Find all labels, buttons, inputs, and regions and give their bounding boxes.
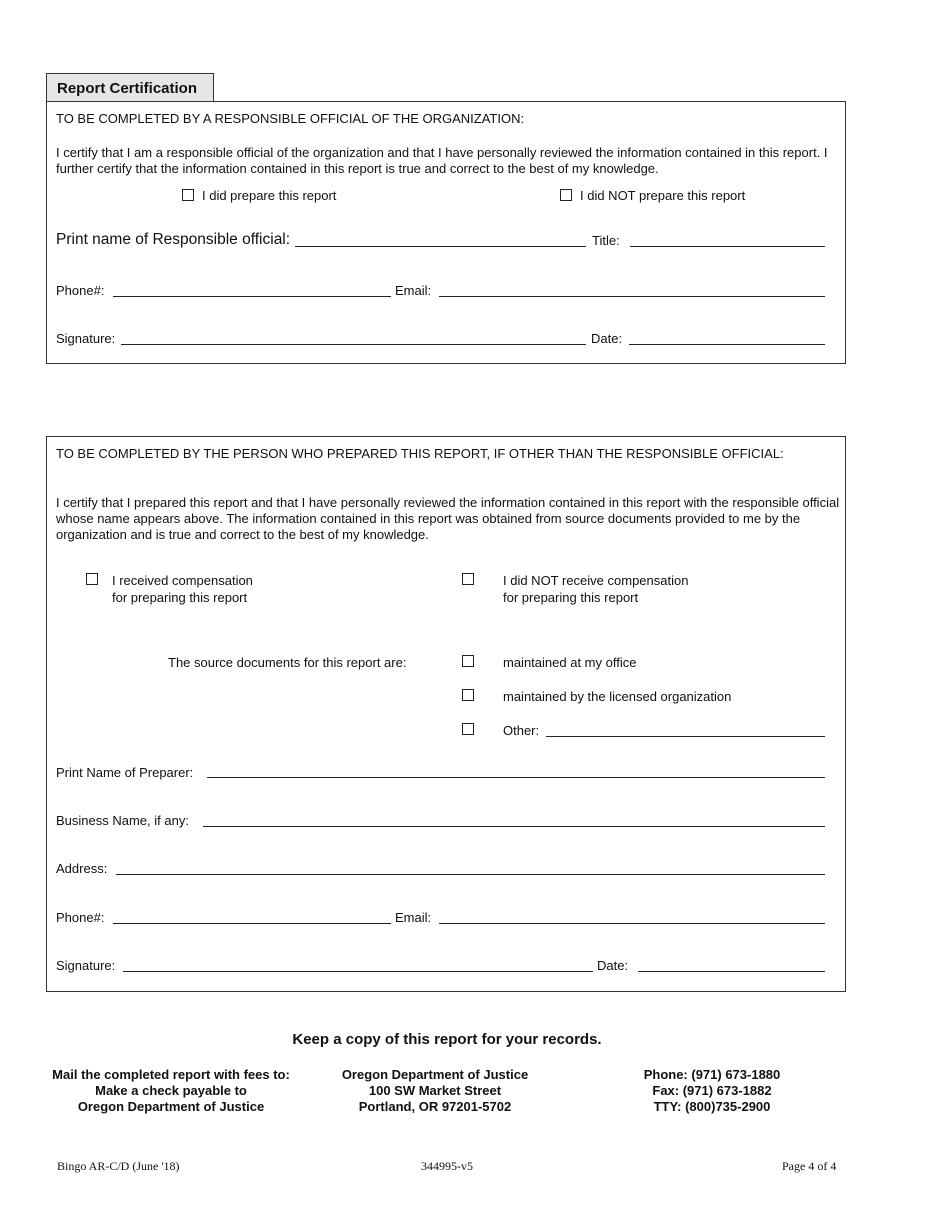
not-received-compensation-label-line2: for preparing this report: [503, 590, 639, 605]
document-number: 344995-v5: [421, 1159, 473, 1173]
official-section-heading: TO BE COMPLETED BY A RESPONSIBLE OFFICIAL OF THE ORGANIZATION:: [56, 111, 525, 126]
received-compensation-label-line1: I received compensation: [112, 573, 253, 588]
form-identifier: Bingo AR-C/D (June '18): [57, 1159, 180, 1173]
official-title-label: Title:: [592, 233, 620, 248]
preparer-section-heading: TO BE COMPLETED BY THE PERSON WHO PREPARED THIS REPORT, IF OTHER THAN THE RESPONSIBLE OFFICIAL:: [56, 446, 784, 461]
source-licensed-org-label: maintained by the licensed organization: [503, 689, 732, 704]
did-not-prepare-checkbox[interactable]: [560, 189, 572, 201]
preparer-date-label: Date:: [597, 958, 629, 973]
preparer-phone-label: Phone#:: [56, 910, 105, 925]
official-email-field[interactable]: [439, 296, 825, 297]
source-other-label: Other:: [503, 723, 540, 738]
mailing-address-line1: Oregon Department of Justice: [341, 1067, 529, 1082]
not-received-compensation-checkbox[interactable]: [462, 573, 474, 585]
contact-tty: TTY: (800)735-2900: [653, 1099, 771, 1114]
received-compensation-checkbox[interactable]: [86, 573, 98, 585]
preparer-signature-label: Signature:: [56, 958, 116, 973]
preparer-signature-field[interactable]: [123, 971, 593, 972]
preparer-print-name-field[interactable]: [207, 777, 825, 778]
preparer-phone-field[interactable]: [113, 923, 391, 924]
official-phone-field[interactable]: [113, 296, 391, 297]
official-title-field[interactable]: [630, 246, 825, 247]
mail-instructions-line1: Mail the completed report with fees to:: [52, 1067, 290, 1082]
official-phone-label: Phone#:: [56, 283, 105, 298]
did-prepare-checkbox[interactable]: [182, 189, 194, 201]
keep-copy-notice: Keep a copy of this report for your records.: [292, 1031, 602, 1048]
contact-fax: Fax: (971) 673-1882: [652, 1083, 772, 1098]
section-tab-report-certification: Report Certification: [46, 73, 214, 101]
preparer-address-label: Address:: [56, 861, 108, 876]
contact-phone: Phone: (971) 673-1880: [643, 1067, 781, 1082]
official-signature-label: Signature:: [56, 331, 116, 346]
preparer-date-field[interactable]: [638, 971, 825, 972]
official-date-field[interactable]: [629, 344, 825, 345]
business-name-field[interactable]: [203, 826, 825, 827]
source-documents-label: The source documents for this report are:: [168, 655, 407, 670]
official-email-label: Email:: [395, 283, 432, 298]
did-prepare-label: I did prepare this report: [202, 188, 337, 203]
preparer-address-field[interactable]: [116, 874, 825, 875]
source-office-label: maintained at my office: [503, 655, 637, 670]
preparer-email-label: Email:: [395, 910, 432, 925]
source-other-field[interactable]: [546, 736, 825, 737]
received-compensation-label-line2: for preparing this report: [112, 590, 248, 605]
preparer-certification-text: I certify that I prepared this report and that I have personally reviewed the information contained in this report with the responsible official whose name appears above. The information contained in this report was obtained from source documents provided to me by the organization and is true and correct to the best of my knowledge.: [56, 495, 840, 542]
source-office-checkbox[interactable]: [462, 655, 474, 667]
official-date-label: Date:: [591, 331, 623, 346]
not-received-compensation-label-line1: I did NOT receive compensation: [503, 573, 689, 588]
page-number: Page 4 of 4: [782, 1159, 837, 1173]
official-print-name-label: Print name of Responsible official:: [56, 231, 291, 248]
source-other-checkbox[interactable]: [462, 723, 474, 735]
official-signature-field[interactable]: [121, 344, 586, 345]
mailing-address-line2: 100 SW Market Street: [368, 1083, 502, 1098]
source-licensed-org-checkbox[interactable]: [462, 689, 474, 701]
mail-instructions-line2: Make a check payable to: [95, 1083, 247, 1098]
official-certification-text: I certify that I am a responsible official of the organization and that I have personally reviewed the information contained in this report. I further certify that the information contained in this report is true and correct to the best of my knowledge.: [56, 145, 828, 176]
business-name-label: Business Name, if any:: [56, 813, 189, 828]
did-not-prepare-label: I did NOT prepare this report: [580, 188, 746, 203]
preparer-email-field[interactable]: [439, 923, 825, 924]
mail-instructions-line3: Oregon Department of Justice: [77, 1099, 265, 1114]
official-print-name-field[interactable]: [295, 246, 586, 247]
mailing-address-line3: Portland, OR 97201-5702: [358, 1099, 512, 1114]
preparer-print-name-label: Print Name of Preparer:: [56, 765, 194, 780]
